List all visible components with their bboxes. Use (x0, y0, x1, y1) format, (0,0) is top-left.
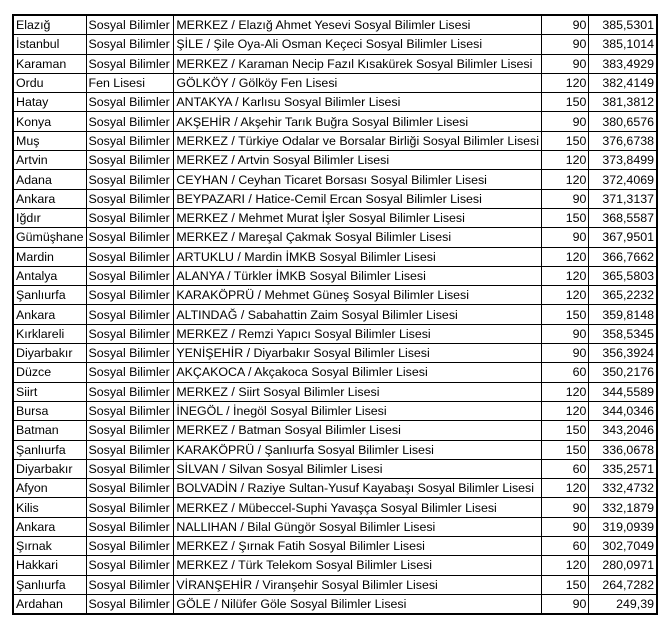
school-name-cell[interactable]: MERKEZ / Artvin Sosyal Bilimler Lisesi (174, 151, 542, 170)
city-cell[interactable]: Siirt (13, 382, 86, 401)
quota-cell[interactable]: 90 (542, 594, 589, 614)
quota-cell[interactable]: 60 (542, 363, 589, 382)
table-row (13, 517, 657, 536)
quota-cell[interactable]: 150 (542, 440, 589, 459)
city-cell[interactable]: Düzce (13, 363, 86, 382)
table-row (13, 556, 657, 575)
school-name-cell[interactable]: MERKEZ / Türkiye Odalar ve Borsalar Birliği Sosyal Bilimler Lisesi (174, 131, 542, 150)
score-cell[interactable]: 280,0971 (589, 556, 657, 575)
quota-cell[interactable]: 90 (542, 15, 589, 35)
score-cell[interactable]: 365,2232 (589, 286, 657, 305)
school-name-cell[interactable]: MERKEZ / Karaman Necip Fazıl Kısakürek Sosyal Bilimler Lisesi (174, 54, 542, 73)
city-cell[interactable]: Şanlıurfa (13, 575, 86, 594)
table-row (13, 363, 657, 382)
school-type-cell[interactable]: Sosyal Bilimler (86, 35, 174, 54)
school-type-cell[interactable]: Sosyal Bilimler (86, 517, 174, 536)
quota-cell[interactable]: 120 (542, 170, 589, 189)
quota-cell[interactable]: 150 (542, 208, 589, 227)
school-name-cell[interactable]: ŞİLE / Şile Oya-Ali Osman Keçeci Sosyal Bilimler Lisesi (174, 35, 542, 54)
quota-cell[interactable]: 150 (542, 575, 589, 594)
school-name-cell[interactable]: YENİŞEHİR / Diyarbakır Sosyal Bilimler Lisesi (174, 344, 542, 363)
school-name-cell[interactable]: VİRANŞEHİR / Viranşehir Sosyal Bilimler Lisesi (174, 575, 542, 594)
quota-cell[interactable]: 90 (542, 189, 589, 208)
school-name-cell[interactable]: GÖLKÖY / Gölköy Fen Lisesi (174, 73, 542, 92)
table-row (13, 247, 657, 266)
school-name-cell[interactable]: NALLIHAN / Bilal Güngör Sosyal Bilimler Lisesi (174, 517, 542, 536)
score-cell[interactable]: 380,6576 (589, 112, 657, 131)
school-type-cell[interactable]: Sosyal Bilimler (86, 305, 174, 324)
quota-cell[interactable]: 90 (542, 228, 589, 247)
school-type-cell[interactable]: Sosyal Bilimler (86, 537, 174, 556)
quota-cell[interactable]: 120 (542, 73, 589, 92)
quota-cell[interactable]: 150 (542, 131, 589, 150)
city-cell[interactable]: Gümüşhane (13, 228, 86, 247)
city-cell[interactable]: Şırnak (13, 537, 86, 556)
quota-cell[interactable]: 150 (542, 421, 589, 440)
score-cell[interactable]: 367,9501 (589, 228, 657, 247)
city-cell[interactable]: Ankara (13, 517, 86, 536)
school-type-cell[interactable]: Sosyal Bilimler (86, 421, 174, 440)
table-row (13, 54, 657, 73)
score-cell[interactable]: 344,0346 (589, 401, 657, 420)
school-type-cell[interactable]: Sosyal Bilimler (86, 112, 174, 131)
table-row (13, 15, 657, 35)
quota-cell[interactable]: 120 (542, 247, 589, 266)
quota-cell[interactable]: 90 (542, 35, 589, 54)
school-name-cell[interactable]: MERKEZ / Mübeccel-Suphi Yavaşça Sosyal Bilimler Lisesi (174, 498, 542, 517)
school-name-cell[interactable]: MERKEZ / Batman Sosyal Bilimler Lisesi (174, 421, 542, 440)
quota-cell[interactable]: 90 (542, 324, 589, 343)
school-name-cell[interactable]: AKÇAKOCA / Akçakoca Sosyal Bilimler Lisesi (174, 363, 542, 382)
city-cell[interactable]: Adana (13, 170, 86, 189)
school-name-cell[interactable]: KARAKÖPRÜ / Şanlıurfa Sosyal Bilimler Lisesi (174, 440, 542, 459)
quota-cell[interactable]: 90 (542, 54, 589, 73)
city-cell[interactable]: Batman (13, 421, 86, 440)
score-cell[interactable]: 319,0939 (589, 517, 657, 536)
school-name-cell[interactable]: MERKEZ / Remzi Yapıcı Sosyal Bilimler Lisesi (174, 324, 542, 343)
city-cell[interactable]: Şanlıurfa (13, 440, 86, 459)
school-name-cell[interactable]: ALANYA / Türkler İMKB Sosyal Bilimler Lisesi (174, 266, 542, 285)
table-row (13, 170, 657, 189)
school-type-cell[interactable]: Sosyal Bilimler (86, 575, 174, 594)
school-type-cell[interactable]: Sosyal Bilimler (86, 401, 174, 420)
table-row (13, 594, 657, 614)
table-row (13, 35, 657, 54)
score-cell[interactable]: 376,6738 (589, 131, 657, 150)
school-type-cell[interactable]: Sosyal Bilimler (86, 170, 174, 189)
city-cell[interactable]: Iğdır (13, 208, 86, 227)
quota-cell[interactable]: 120 (542, 382, 589, 401)
quota-cell[interactable]: 150 (542, 93, 589, 112)
school-name-cell[interactable]: KARAKÖPRÜ / Mehmet Güneş Sosyal Bilimler Lisesi (174, 286, 542, 305)
table-row (13, 286, 657, 305)
table-row (13, 421, 657, 440)
city-cell[interactable]: Bursa (13, 401, 86, 420)
quota-cell[interactable]: 120 (542, 479, 589, 498)
school-name-cell[interactable]: GÖLE / Nilüfer Göle Sosyal Bilimler Lisesi (174, 594, 542, 614)
school-name-cell[interactable]: MERKEZ / Mehmet Murat İşler Sosyal Bilimler Lisesi (174, 208, 542, 227)
city-cell[interactable]: Elazığ (13, 15, 86, 35)
quota-cell[interactable]: 90 (542, 498, 589, 517)
table-row (13, 401, 657, 420)
city-cell[interactable]: Hatay (13, 93, 86, 112)
city-cell[interactable]: Ardahan (13, 594, 86, 614)
table-row (13, 459, 657, 478)
school-name-cell[interactable]: SİLVAN / Silvan Sosyal Bilimler Lisesi (174, 459, 542, 478)
school-name-cell[interactable]: İNEGÖL / İnegöl Sosyal Bilimler Lisesi (174, 401, 542, 420)
quota-cell[interactable]: 150 (542, 305, 589, 324)
city-cell[interactable]: Mardin (13, 247, 86, 266)
table-row (13, 208, 657, 227)
school-type-cell[interactable]: Sosyal Bilimler (86, 459, 174, 478)
school-name-cell[interactable]: ANTAKYA / Karlısu Sosyal Bilimler Lisesi (174, 93, 542, 112)
city-cell[interactable]: Kırklareli (13, 324, 86, 343)
school-name-cell[interactable]: MERKEZ / Şırnak Fatih Sosyal Bilimler Lisesi (174, 537, 542, 556)
score-cell[interactable]: 335,2571 (589, 459, 657, 478)
score-cell[interactable]: 385,1014 (589, 35, 657, 54)
table-row (13, 537, 657, 556)
school-type-cell[interactable]: Sosyal Bilimler (86, 324, 174, 343)
score-cell[interactable]: 371,3137 (589, 189, 657, 208)
city-cell[interactable]: Diyarbakır (13, 459, 86, 478)
quota-cell[interactable]: 60 (542, 537, 589, 556)
school-type-cell[interactable]: Sosyal Bilimler (86, 228, 174, 247)
score-cell[interactable]: 356,3924 (589, 344, 657, 363)
table-row (13, 93, 657, 112)
table-row (13, 344, 657, 363)
table-row (13, 228, 657, 247)
school-name-cell[interactable]: MERKEZ / Mareşal Çakmak Sosyal Bilimler Lisesi (174, 228, 542, 247)
school-type-cell[interactable]: Sosyal Bilimler (86, 54, 174, 73)
city-cell[interactable]: Kilis (13, 498, 86, 517)
score-cell[interactable]: 344,5589 (589, 382, 657, 401)
school-type-cell[interactable]: Sosyal Bilimler (86, 266, 174, 285)
score-cell[interactable]: 365,5803 (589, 266, 657, 285)
table-row (13, 479, 657, 498)
city-cell[interactable]: Ankara (13, 305, 86, 324)
school-type-cell[interactable]: Sosyal Bilimler (86, 208, 174, 227)
school-name-cell[interactable]: ARTUKLU / Mardin İMKB Sosyal Bilimler Lisesi (174, 247, 542, 266)
school-name-cell[interactable]: BOLVADİN / Raziye Sultan-Yusuf Kayabaşı Sosyal Bilimler Lisesi (174, 479, 542, 498)
school-type-cell[interactable]: Sosyal Bilimler (86, 15, 174, 35)
school-name-cell[interactable]: CEYHAN / Ceyhan Ticaret Borsası Sosyal Bilimler Lisesi (174, 170, 542, 189)
school-type-cell[interactable]: Sosyal Bilimler (86, 247, 174, 266)
score-cell[interactable]: 373,8499 (589, 151, 657, 170)
quota-cell[interactable]: 120 (542, 401, 589, 420)
school-type-cell[interactable]: Sosyal Bilimler (86, 93, 174, 112)
score-cell[interactable]: 343,2046 (589, 421, 657, 440)
school-type-cell[interactable]: Sosyal Bilimler (86, 363, 174, 382)
table-row (13, 73, 657, 92)
quota-cell[interactable]: 90 (542, 517, 589, 536)
school-name-cell[interactable]: AKŞEHİR / Akşehir Tarık Buğra Sosyal Bilimler Lisesi (174, 112, 542, 131)
quota-cell[interactable]: 120 (542, 266, 589, 285)
table-row (13, 112, 657, 131)
city-cell[interactable]: Şanlıurfa (13, 286, 86, 305)
score-cell[interactable]: 385,5301 (589, 15, 657, 35)
school-type-cell[interactable]: Sosyal Bilimler (86, 440, 174, 459)
score-cell[interactable]: 332,1879 (589, 498, 657, 517)
city-cell[interactable]: Konya (13, 112, 86, 131)
table-body (13, 15, 657, 614)
table-row (13, 131, 657, 150)
school-type-cell[interactable]: Sosyal Bilimler (86, 131, 174, 150)
score-cell[interactable]: 383,4929 (589, 54, 657, 73)
school-ranking-table (12, 14, 658, 615)
school-name-cell[interactable]: MERKEZ / Elazığ Ahmet Yesevi Sosyal Bilimler Lisesi (174, 15, 542, 35)
school-type-cell[interactable]: Sosyal Bilimler (86, 594, 174, 614)
table-row (13, 575, 657, 594)
table-row (13, 440, 657, 459)
city-cell[interactable]: İstanbul (13, 35, 86, 54)
school-type-cell[interactable]: Sosyal Bilimler (86, 556, 174, 575)
quota-cell[interactable]: 120 (542, 286, 589, 305)
score-cell[interactable]: 381,3812 (589, 93, 657, 112)
score-cell[interactable]: 350,2176 (589, 363, 657, 382)
table-row (13, 151, 657, 170)
score-cell[interactable]: 336,0678 (589, 440, 657, 459)
school-name-cell[interactable]: MERKEZ / Türk Telekom Sosyal Bilimler Lisesi (174, 556, 542, 575)
table-row (13, 266, 657, 285)
table-row (13, 498, 657, 517)
school-type-cell[interactable]: Sosyal Bilimler (86, 479, 174, 498)
score-cell[interactable]: 358,5345 (589, 324, 657, 343)
school-type-cell[interactable]: Sosyal Bilimler (86, 151, 174, 170)
quota-cell[interactable]: 60 (542, 459, 589, 478)
city-cell[interactable]: Hakkari (13, 556, 86, 575)
school-type-cell[interactable]: Fen Lisesi (86, 73, 174, 92)
score-cell[interactable]: 366,7662 (589, 247, 657, 266)
city-cell[interactable]: Artvin (13, 151, 86, 170)
score-cell[interactable]: 302,7049 (589, 537, 657, 556)
score-cell[interactable]: 359,8148 (589, 305, 657, 324)
school-type-cell[interactable]: Sosyal Bilimler (86, 498, 174, 517)
score-cell[interactable]: 249,39 (589, 594, 657, 614)
quota-cell[interactable]: 120 (542, 151, 589, 170)
score-cell[interactable]: 368,5587 (589, 208, 657, 227)
score-cell[interactable]: 264,7282 (589, 575, 657, 594)
city-cell[interactable]: Karaman (13, 54, 86, 73)
school-type-cell[interactable]: Sosyal Bilimler (86, 344, 174, 363)
school-name-cell[interactable]: MERKEZ / Siirt Sosyal Bilimler Lisesi (174, 382, 542, 401)
table-row (13, 382, 657, 401)
school-type-cell[interactable]: Sosyal Bilimler (86, 382, 174, 401)
school-name-cell[interactable]: ALTINDAĞ / Sabahattin Zaim Sosyal Bilimler Lisesi (174, 305, 542, 324)
school-name-cell[interactable]: BEYPAZARI / Hatice-Cemil Ercan Sosyal Bilimler Lisesi (174, 189, 542, 208)
score-cell[interactable]: 332,4732 (589, 479, 657, 498)
score-cell[interactable]: 382,4149 (589, 73, 657, 92)
school-type-cell[interactable]: Sosyal Bilimler (86, 189, 174, 208)
city-cell[interactable]: Muş (13, 131, 86, 150)
table-row (13, 324, 657, 343)
table-row (13, 189, 657, 208)
city-cell[interactable]: Diyarbakır (13, 344, 86, 363)
city-cell[interactable]: Ordu (13, 73, 86, 92)
city-cell[interactable]: Antalya (13, 266, 86, 285)
school-type-cell[interactable]: Sosyal Bilimler (86, 286, 174, 305)
quota-cell[interactable]: 90 (542, 112, 589, 131)
city-cell[interactable]: Afyon (13, 479, 86, 498)
quota-cell[interactable]: 120 (542, 556, 589, 575)
city-cell[interactable]: Ankara (13, 189, 86, 208)
quota-cell[interactable]: 90 (542, 344, 589, 363)
table-row (13, 305, 657, 324)
score-cell[interactable]: 372,4069 (589, 170, 657, 189)
